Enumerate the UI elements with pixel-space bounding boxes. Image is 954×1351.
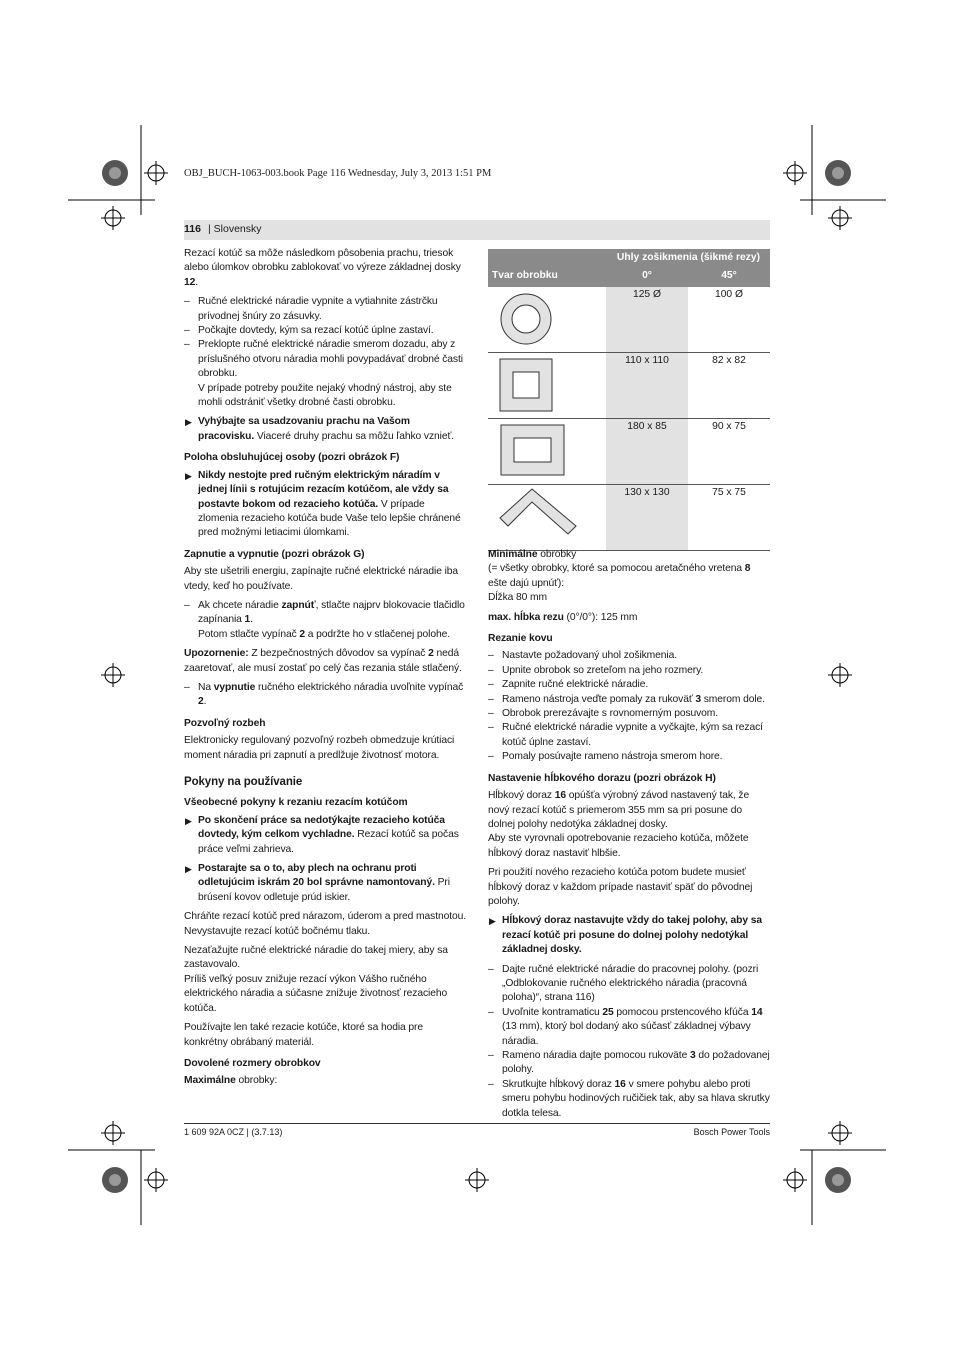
table-cell: 110 x 110 [606, 353, 688, 418]
paragraph: Elektronicky regulovaný pozvoľný rozbeh obmedzuje krútiaci moment náradia pri zapnutí a predlžuje životnosť motora. [184, 735, 455, 761]
list-item: – Obrobok prerezávajte s rovnomerným posuvom. [488, 708, 719, 720]
table-cell: 100 Ø [714, 289, 744, 300]
list-item: – Preklopte ručné elektrické náradie smerom dozadu, aby z príslušného otvoru náradia mohli povypadávať drobné časti obrobku. [184, 339, 463, 380]
crosshair-icon [783, 1168, 807, 1192]
list-item: – Ručné elektrické náradie vypnite a vytiahnite zástrčku prívodnej šnúry zo zásuvky. [184, 296, 438, 322]
paragraph: Rezací kotúč sa môže následkom pôsobenia prachu, triesok alebo úlomkov obrobku zablokovať vo výreze základnej dosky 12. [184, 248, 461, 288]
list-item: – Rameno náradia dajte pomocou rukoväte 3 do požadovanej polohy. [488, 1050, 770, 1076]
table-cell: 130 x 130 [606, 485, 688, 550]
triangle-bullet-icon: ▶ [489, 916, 496, 927]
list-item: – Zapnite ručné elektrické náradie. [488, 679, 649, 691]
paragraph: Maximálne obrobky: [184, 1075, 278, 1087]
paragraph: Dĺžka 80 mm [488, 592, 547, 604]
column-header: 45° [721, 270, 737, 281]
column-header: 0° [642, 270, 652, 281]
warning-item: ▶ Hĺbkový doraz nastavujte vždy do takej polohy, aby sa rezací kotúč pri posune do dolnej polohy nedotýkal základnej dosky. [489, 915, 763, 956]
triangle-bullet-icon: ▶ [185, 864, 192, 875]
crosshair-icon [101, 1121, 125, 1145]
workpiece-size-table [488, 249, 770, 551]
rectangle-shape-icon [488, 419, 606, 484]
table-row [488, 485, 770, 551]
color-wheel-icon [825, 1167, 851, 1193]
warning-item: ▶ Vyhýbajte sa usadzovaniu prachu na Vašom pracovisku. Viaceré druhy prachu sa môžu ľahko vznieť. [185, 416, 454, 442]
paragraph: Pri použití nového rezacieho kotúča potom budete musieť hĺbkový doraz v každom prípade nastaviť späť do pôvodnej polohy. [488, 867, 753, 907]
paragraph: Nezaťažujte ručné elektrické náradie do takej miery, aby sa zastavovalo. [184, 945, 448, 971]
table-row [488, 419, 770, 485]
angle-profile-shape-icon [488, 485, 606, 550]
table-cell: 75 x 75 [712, 487, 746, 498]
section-heading: Pozvoľný rozbeh [184, 717, 266, 729]
list-item-continuation: V prípade potreby použite nejaký vhodný nástroj, aby ste mohli odstrániť všetky drobné časti obrobku. [198, 382, 452, 409]
section-heading: Všeobecné pokyny k rezaniu rezacím kotúčom [184, 797, 408, 809]
paragraph: Príliš veľký posuv znižuje rezací výkon Vášho ručného elektrického náradia a súčasne znižuje životnosť rezacieho kotúča. [184, 973, 448, 1014]
table-cell: 125 Ø [606, 287, 688, 352]
crosshair-icon [101, 663, 125, 687]
paragraph: (= všetky obrobky, ktoré sa pomocou aretačného vretena 8 ešte dajú upnúť): [488, 563, 751, 589]
table-cell: 180 x 85 [606, 419, 688, 484]
table-row [488, 353, 770, 419]
list-item: – Uvoľnite kontramaticu 25 pomocou prstencového kľúča 14 (13 mm), ktorý bol dodaný ako súčasť základnej výbavy náradia. [488, 1006, 763, 1047]
warning-item: ▶ Po skončení práce sa nedotýkajte rezacieho kotúča dovtedy, kým celkom vychladne. Rezací kotúč sa počas práce veľmi zahrieva. [185, 814, 459, 855]
square-shape-icon [488, 353, 606, 418]
crosshair-icon [828, 1121, 852, 1145]
paragraph: max. hĺbka rezu (0°/0°): 125 mm [488, 611, 638, 623]
color-wheel-icon [825, 160, 851, 186]
chapter-heading: Pokyny na používanie [184, 776, 303, 788]
table-cell: 90 x 75 [712, 421, 746, 432]
list-item: – Pomaly posúvajte rameno nástroja smerom hore. [488, 751, 723, 763]
table-row [488, 287, 770, 353]
color-wheel-icon [102, 1167, 128, 1193]
crosshair-icon [828, 663, 852, 687]
table-group-header: Uhly zošikmenia (šikmé rezy) [616, 252, 760, 263]
circle-shape-icon [488, 287, 606, 352]
crosshair-icon [465, 1168, 489, 1192]
crosshair-icon [828, 206, 852, 230]
warning-item: ▶ Nikdy nestojte pred ručným elektrickým náradím v jednej línii s rotujúcim rezacím kotúčom, ale vždy sa postavte bokom od rezacieho kotúča. V prípade zlomenia rezacieho kotúča bude Vaše telo lepšie chránené pred možnými letiacimi úlomkami. [185, 469, 461, 539]
list-item: – Nastavte požadovaný uhol zošikmenia. [488, 650, 677, 662]
section-heading: Zapnutie a vypnutie (pozri obrázok G) [184, 548, 365, 560]
page-number: 116 [184, 223, 201, 235]
crosshair-icon [144, 1168, 168, 1192]
list-item: – Ručné elektrické náradie vypnite a vyčkajte, kým sa rezací kotúč úplne zastaví. [488, 722, 763, 748]
section-heading: Rezanie kovu [488, 633, 553, 645]
paragraph: Používajte len také rezacie kotúče, ktoré sa hodia pre konkrétny obrábaný materiál. [184, 1022, 424, 1048]
triangle-bullet-icon: ▶ [185, 815, 192, 826]
left-column [184, 247, 466, 1094]
section-heading: Dovolené rozmery obrobkov [184, 1057, 321, 1069]
table-header [488, 249, 770, 287]
page-header-bar [184, 220, 770, 240]
note-paragraph: Upozornenie: Z bezpečnostných dôvodov sa vypínač 2 nedá zaaretovať, ale musí zostať po celý čas rezania stále stlačený. [184, 648, 462, 674]
paragraph: Chráňte rezací kotúč pred nárazom, úderom a pred mastnotou. Nevystavujte rezací kotúč bočnému tlaku. [184, 911, 466, 937]
crosshair-icon [101, 206, 125, 230]
list-item: – Počkajte dovtedy, kým sa rezací kotúč úplne zastaví. [184, 325, 434, 337]
crosshair-icon [144, 161, 168, 185]
list-item-continuation: Potom stlačte vypínač 2 a podržte ho v stlačenej polohe. [198, 628, 450, 640]
paragraph: Aby ste vyrovnali opotrebovanie rezacieho kotúča, môžete hĺbkový doraz nastaviť hlbšie. [488, 833, 749, 859]
footer-rule [184, 1123, 770, 1124]
list-item: – Na vypnutie ručného elektrického náradia uvoľnite vypínač 2. [184, 681, 464, 708]
warning-item: ▶ Postarajte sa o to, aby plech na ochranu proti odletujúcim iskrám 20 bol správne namontovaný. Pri brúsení kovov odletuje prúd iskier. [185, 863, 450, 903]
triangle-bullet-icon: ▶ [185, 470, 192, 481]
page-language: | Slovensky [208, 223, 262, 235]
paragraph: Minimálne obrobky [488, 549, 577, 560]
paragraph: Aby ste ušetrili energiu, zapínajte ručné elektrické náradie iba vtedy, keď ho používate. [184, 566, 459, 592]
footer-brand: Bosch Power Tools [693, 1127, 770, 1137]
section-heading: Nastavenie hĺbkového dorazu (pozri obrázok H) [488, 772, 716, 784]
list-item: – Rameno nástroja veďte pomaly za rukoväť 3 smerom dole. [488, 693, 765, 705]
list-item: – Dajte ručné elektrické náradie do pracovnej polohy. (pozri „Odblokovanie ručného elektrického náradia (pracovná poloha)“, strana 116) [488, 963, 759, 1004]
print-header: OBJ_BUCH-1063-003.book Page 116 Wednesday, July 3, 2013 1:51 PM [184, 168, 492, 179]
right-column [488, 548, 770, 1121]
table-cell: 82 x 82 [712, 355, 746, 366]
list-item: – Ak chcete náradie zapnúť, stlačte najprv blokovacie tlačidlo zapínania 1. [184, 599, 465, 626]
color-wheel-icon [102, 160, 128, 186]
list-item: – Upnite obrobok so zreteľom na jeho rozmery. [488, 664, 704, 676]
column-header: Tvar obrobku [492, 270, 558, 281]
section-heading: Poloha obsluhujúcej osoby (pozri obrázok F) [184, 452, 400, 464]
crosshair-icon [783, 161, 807, 185]
triangle-bullet-icon: ▶ [185, 417, 192, 428]
paragraph: Hĺbkový doraz 16 opúšťa výrobný závod nastavený tak, že nový rezací kotúč s priemerom 355 mm sa pri posune do dolnej polohy nedotýka základnej dosky. [488, 790, 750, 830]
list-item: – Skrutkujte hĺbkový doraz 16 v smere pohybu alebo proti smeru pohybu hodinových ručičiek tak, aby sa hlava skrutky dotkla telesa. [488, 1078, 770, 1119]
footer-doc-number: 1 609 92A 0CZ | (3.7.13) [184, 1127, 283, 1137]
